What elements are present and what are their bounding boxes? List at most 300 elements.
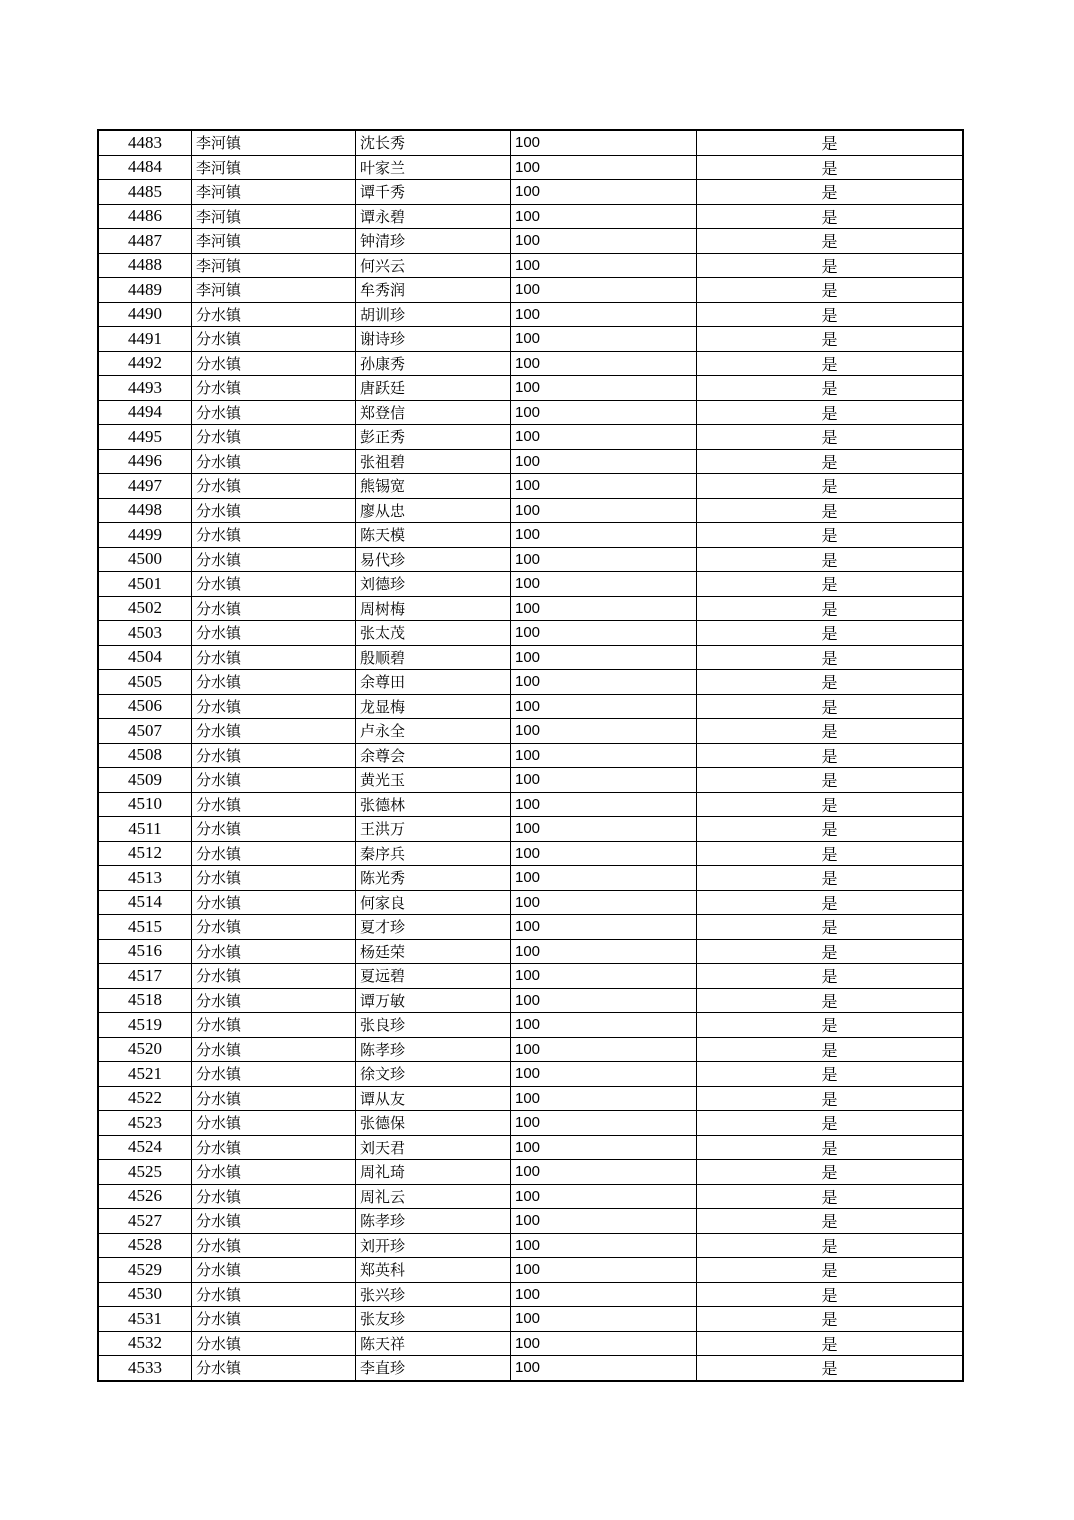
row-number-cell: 4497 — [98, 474, 192, 499]
row-number-cell: 4509 — [98, 768, 192, 793]
amount-cell: 100 — [511, 841, 697, 866]
flag-cell: 是 — [697, 719, 964, 744]
flag-cell: 是 — [697, 1258, 964, 1283]
flag-cell: 是 — [697, 327, 964, 352]
amount-cell: 100 — [511, 180, 697, 205]
town-cell: 李河镇 — [192, 155, 356, 180]
name-cell: 徐文珍 — [356, 1062, 511, 1087]
row-number-cell: 4498 — [98, 498, 192, 523]
town-cell: 分水镇 — [192, 1233, 356, 1258]
row-number-cell: 4525 — [98, 1160, 192, 1185]
amount-cell: 100 — [511, 1258, 697, 1283]
town-cell: 分水镇 — [192, 376, 356, 401]
town-cell: 分水镇 — [192, 474, 356, 499]
name-cell: 刘天君 — [356, 1135, 511, 1160]
flag-cell: 是 — [697, 474, 964, 499]
amount-cell: 100 — [511, 400, 697, 425]
row-number-cell: 4516 — [98, 939, 192, 964]
amount-cell: 100 — [511, 1184, 697, 1209]
amount-cell: 100 — [511, 596, 697, 621]
name-cell: 牟秀润 — [356, 278, 511, 303]
row-number-cell: 4489 — [98, 278, 192, 303]
town-cell: 分水镇 — [192, 351, 356, 376]
amount-cell: 100 — [511, 229, 697, 254]
town-cell: 分水镇 — [192, 890, 356, 915]
town-cell: 分水镇 — [192, 988, 356, 1013]
table-row — [98, 1111, 963, 1136]
table-row — [98, 988, 963, 1013]
flag-cell: 是 — [697, 596, 964, 621]
table-row — [98, 645, 963, 670]
flag-cell: 是 — [697, 449, 964, 474]
table-row — [98, 1282, 963, 1307]
town-cell: 分水镇 — [192, 817, 356, 842]
town-cell: 分水镇 — [192, 964, 356, 989]
flag-cell: 是 — [697, 1160, 964, 1185]
amount-cell: 100 — [511, 351, 697, 376]
town-cell: 分水镇 — [192, 1013, 356, 1038]
row-number-cell: 4487 — [98, 229, 192, 254]
table-row — [98, 621, 963, 646]
row-number-cell: 4486 — [98, 204, 192, 229]
amount-cell: 100 — [511, 694, 697, 719]
flag-cell: 是 — [697, 988, 964, 1013]
flag-cell: 是 — [697, 498, 964, 523]
town-cell: 分水镇 — [192, 743, 356, 768]
table-row — [98, 425, 963, 450]
row-number-cell: 4522 — [98, 1086, 192, 1111]
table-row — [98, 768, 963, 793]
row-number-cell: 4504 — [98, 645, 192, 670]
row-number-cell: 4527 — [98, 1209, 192, 1234]
town-cell: 李河镇 — [192, 229, 356, 254]
flag-cell: 是 — [697, 1307, 964, 1332]
flag-cell: 是 — [697, 1282, 964, 1307]
town-cell: 分水镇 — [192, 841, 356, 866]
table-row — [98, 1258, 963, 1283]
flag-cell: 是 — [697, 180, 964, 205]
table-row — [98, 964, 963, 989]
table-row — [98, 1135, 963, 1160]
flag-cell: 是 — [697, 1062, 964, 1087]
row-number-cell: 4526 — [98, 1184, 192, 1209]
table-row — [98, 278, 963, 303]
amount-cell: 100 — [511, 792, 697, 817]
amount-cell: 100 — [511, 253, 697, 278]
table-row — [98, 866, 963, 891]
row-number-cell: 4523 — [98, 1111, 192, 1136]
town-cell: 分水镇 — [192, 400, 356, 425]
table-row — [98, 449, 963, 474]
name-cell: 陈孝珍 — [356, 1037, 511, 1062]
name-cell: 何兴云 — [356, 253, 511, 278]
table-row — [98, 1209, 963, 1234]
table-row — [98, 1331, 963, 1356]
name-cell: 周树梅 — [356, 596, 511, 621]
flag-cell: 是 — [697, 694, 964, 719]
town-cell: 分水镇 — [192, 302, 356, 327]
table-row — [98, 915, 963, 940]
name-cell: 熊锡宽 — [356, 474, 511, 499]
amount-cell: 100 — [511, 155, 697, 180]
flag-cell: 是 — [697, 841, 964, 866]
row-number-cell: 4529 — [98, 1258, 192, 1283]
table-row — [98, 743, 963, 768]
amount-cell: 100 — [511, 302, 697, 327]
table-row — [98, 253, 963, 278]
town-cell: 分水镇 — [192, 645, 356, 670]
table-row — [98, 1307, 963, 1332]
name-cell: 夏远碧 — [356, 964, 511, 989]
table-row — [98, 155, 963, 180]
flag-cell: 是 — [697, 866, 964, 891]
name-cell: 张良珍 — [356, 1013, 511, 1038]
name-cell: 李直珍 — [356, 1356, 511, 1381]
flag-cell: 是 — [697, 1135, 964, 1160]
amount-cell: 100 — [511, 523, 697, 548]
town-cell: 分水镇 — [192, 719, 356, 744]
table-row — [98, 841, 963, 866]
table-row — [98, 474, 963, 499]
name-cell: 廖从忠 — [356, 498, 511, 523]
flag-cell: 是 — [697, 743, 964, 768]
name-cell: 谭千秀 — [356, 180, 511, 205]
amount-cell: 100 — [511, 743, 697, 768]
row-number-cell: 4530 — [98, 1282, 192, 1307]
amount-cell: 100 — [511, 425, 697, 450]
amount-cell: 100 — [511, 1233, 697, 1258]
flag-cell: 是 — [697, 915, 964, 940]
flag-cell: 是 — [697, 939, 964, 964]
amount-cell: 100 — [511, 1037, 697, 1062]
amount-cell: 100 — [511, 1209, 697, 1234]
row-number-cell: 4533 — [98, 1356, 192, 1381]
row-number-cell: 4517 — [98, 964, 192, 989]
table-row — [98, 547, 963, 572]
row-number-cell: 4531 — [98, 1307, 192, 1332]
table-row — [98, 694, 963, 719]
town-cell: 分水镇 — [192, 1160, 356, 1185]
row-number-cell: 4508 — [98, 743, 192, 768]
name-cell: 黄光玉 — [356, 768, 511, 793]
table-body — [98, 130, 963, 1381]
name-cell: 余尊会 — [356, 743, 511, 768]
flag-cell: 是 — [697, 376, 964, 401]
town-cell: 分水镇 — [192, 1209, 356, 1234]
town-cell: 分水镇 — [192, 768, 356, 793]
town-cell: 李河镇 — [192, 253, 356, 278]
amount-cell: 100 — [511, 621, 697, 646]
town-cell: 分水镇 — [192, 1258, 356, 1283]
town-cell: 分水镇 — [192, 866, 356, 891]
town-cell: 分水镇 — [192, 1184, 356, 1209]
row-number-cell: 4491 — [98, 327, 192, 352]
town-cell: 分水镇 — [192, 1062, 356, 1087]
amount-cell: 100 — [511, 645, 697, 670]
table-row — [98, 204, 963, 229]
name-cell: 王洪万 — [356, 817, 511, 842]
name-cell: 陈天模 — [356, 523, 511, 548]
flag-cell: 是 — [697, 792, 964, 817]
flag-cell: 是 — [697, 621, 964, 646]
flag-cell: 是 — [697, 645, 964, 670]
row-number-cell: 4495 — [98, 425, 192, 450]
row-number-cell: 4488 — [98, 253, 192, 278]
row-number-cell: 4506 — [98, 694, 192, 719]
flag-cell: 是 — [697, 964, 964, 989]
row-number-cell: 4518 — [98, 988, 192, 1013]
flag-cell: 是 — [697, 1356, 964, 1381]
name-cell: 谭万敏 — [356, 988, 511, 1013]
row-number-cell: 4507 — [98, 719, 192, 744]
row-number-cell: 4492 — [98, 351, 192, 376]
amount-cell: 100 — [511, 474, 697, 499]
name-cell: 刘德珍 — [356, 572, 511, 597]
table-row — [98, 670, 963, 695]
amount-cell: 100 — [511, 278, 697, 303]
table-row — [98, 523, 963, 548]
town-cell: 分水镇 — [192, 792, 356, 817]
name-cell: 卢永全 — [356, 719, 511, 744]
flag-cell: 是 — [697, 278, 964, 303]
table-row — [98, 1037, 963, 1062]
amount-cell: 100 — [511, 915, 697, 940]
name-cell: 张祖碧 — [356, 449, 511, 474]
name-cell: 沈长秀 — [356, 130, 511, 155]
table-row — [98, 939, 963, 964]
row-number-cell: 4493 — [98, 376, 192, 401]
table-row — [98, 1013, 963, 1038]
name-cell: 余尊田 — [356, 670, 511, 695]
town-cell: 分水镇 — [192, 523, 356, 548]
name-cell: 谭从友 — [356, 1086, 511, 1111]
amount-cell: 100 — [511, 327, 697, 352]
town-cell: 分水镇 — [192, 1086, 356, 1111]
table-row — [98, 1356, 963, 1381]
town-cell: 分水镇 — [192, 621, 356, 646]
name-cell: 谢诗珍 — [356, 327, 511, 352]
flag-cell: 是 — [697, 1086, 964, 1111]
table-row — [98, 817, 963, 842]
name-cell: 张德林 — [356, 792, 511, 817]
name-cell: 郑英科 — [356, 1258, 511, 1283]
town-cell: 分水镇 — [192, 1307, 356, 1332]
name-cell: 夏才珍 — [356, 915, 511, 940]
flag-cell: 是 — [697, 1209, 964, 1234]
amount-cell: 100 — [511, 498, 697, 523]
row-number-cell: 4485 — [98, 180, 192, 205]
row-number-cell: 4484 — [98, 155, 192, 180]
name-cell: 陈光秀 — [356, 866, 511, 891]
row-number-cell: 4520 — [98, 1037, 192, 1062]
amount-cell: 100 — [511, 866, 697, 891]
table-row — [98, 229, 963, 254]
amount-cell: 100 — [511, 1307, 697, 1332]
row-number-cell: 4532 — [98, 1331, 192, 1356]
amount-cell: 100 — [511, 964, 697, 989]
data-table — [97, 129, 964, 1382]
town-cell: 分水镇 — [192, 596, 356, 621]
row-number-cell: 4502 — [98, 596, 192, 621]
town-cell: 李河镇 — [192, 278, 356, 303]
flag-cell: 是 — [697, 351, 964, 376]
town-cell: 分水镇 — [192, 425, 356, 450]
table-row — [98, 792, 963, 817]
row-number-cell: 4494 — [98, 400, 192, 425]
name-cell: 胡训珍 — [356, 302, 511, 327]
table-row — [98, 180, 963, 205]
row-number-cell: 4501 — [98, 572, 192, 597]
town-cell: 分水镇 — [192, 915, 356, 940]
town-cell: 分水镇 — [192, 670, 356, 695]
table-row — [98, 572, 963, 597]
name-cell: 张太茂 — [356, 621, 511, 646]
name-cell: 张友珍 — [356, 1307, 511, 1332]
town-cell: 分水镇 — [192, 449, 356, 474]
name-cell: 张兴珍 — [356, 1282, 511, 1307]
row-number-cell: 4524 — [98, 1135, 192, 1160]
amount-cell: 100 — [511, 670, 697, 695]
town-cell: 分水镇 — [192, 1135, 356, 1160]
amount-cell: 100 — [511, 376, 697, 401]
row-number-cell: 4521 — [98, 1062, 192, 1087]
town-cell: 分水镇 — [192, 1331, 356, 1356]
flag-cell: 是 — [697, 155, 964, 180]
row-number-cell: 4515 — [98, 915, 192, 940]
row-number-cell: 4499 — [98, 523, 192, 548]
name-cell: 郑登信 — [356, 400, 511, 425]
row-number-cell: 4505 — [98, 670, 192, 695]
amount-cell: 100 — [511, 130, 697, 155]
row-number-cell: 4496 — [98, 449, 192, 474]
flag-cell: 是 — [697, 1331, 964, 1356]
town-cell: 分水镇 — [192, 1282, 356, 1307]
flag-cell: 是 — [697, 523, 964, 548]
amount-cell: 100 — [511, 204, 697, 229]
amount-cell: 100 — [511, 1160, 697, 1185]
flag-cell: 是 — [697, 1037, 964, 1062]
amount-cell: 100 — [511, 1013, 697, 1038]
table-row — [98, 376, 963, 401]
name-cell: 谭永碧 — [356, 204, 511, 229]
flag-cell: 是 — [697, 890, 964, 915]
town-cell: 分水镇 — [192, 572, 356, 597]
row-number-cell: 4528 — [98, 1233, 192, 1258]
amount-cell: 100 — [511, 939, 697, 964]
town-cell: 分水镇 — [192, 1037, 356, 1062]
town-cell: 分水镇 — [192, 327, 356, 352]
flag-cell: 是 — [697, 130, 964, 155]
name-cell: 叶家兰 — [356, 155, 511, 180]
row-number-cell: 4511 — [98, 817, 192, 842]
amount-cell: 100 — [511, 547, 697, 572]
table-row — [98, 719, 963, 744]
amount-cell: 100 — [511, 1282, 697, 1307]
table-row — [98, 130, 963, 155]
table-row — [98, 1086, 963, 1111]
flag-cell: 是 — [697, 425, 964, 450]
amount-cell: 100 — [511, 719, 697, 744]
flag-cell: 是 — [697, 400, 964, 425]
name-cell: 龙显梅 — [356, 694, 511, 719]
town-cell: 分水镇 — [192, 694, 356, 719]
amount-cell: 100 — [511, 1356, 697, 1381]
amount-cell: 100 — [511, 1331, 697, 1356]
table-row — [98, 890, 963, 915]
table-row — [98, 351, 963, 376]
flag-cell: 是 — [697, 1013, 964, 1038]
flag-cell: 是 — [697, 768, 964, 793]
flag-cell: 是 — [697, 229, 964, 254]
town-cell: 分水镇 — [192, 547, 356, 572]
flag-cell: 是 — [697, 572, 964, 597]
name-cell: 易代珍 — [356, 547, 511, 572]
flag-cell: 是 — [697, 1184, 964, 1209]
flag-cell: 是 — [697, 547, 964, 572]
town-cell: 李河镇 — [192, 180, 356, 205]
amount-cell: 100 — [511, 572, 697, 597]
name-cell: 殷顺碧 — [356, 645, 511, 670]
town-cell: 李河镇 — [192, 204, 356, 229]
amount-cell: 100 — [511, 890, 697, 915]
name-cell: 秦序兵 — [356, 841, 511, 866]
row-number-cell: 4510 — [98, 792, 192, 817]
row-number-cell: 4483 — [98, 130, 192, 155]
name-cell: 杨廷荣 — [356, 939, 511, 964]
flag-cell: 是 — [697, 204, 964, 229]
flag-cell: 是 — [697, 1111, 964, 1136]
table-row — [98, 400, 963, 425]
amount-cell: 100 — [511, 1135, 697, 1160]
name-cell: 孙康秀 — [356, 351, 511, 376]
name-cell: 刘开珍 — [356, 1233, 511, 1258]
flag-cell: 是 — [697, 817, 964, 842]
name-cell: 周礼琦 — [356, 1160, 511, 1185]
row-number-cell: 4512 — [98, 841, 192, 866]
row-number-cell: 4513 — [98, 866, 192, 891]
amount-cell: 100 — [511, 988, 697, 1013]
row-number-cell: 4500 — [98, 547, 192, 572]
town-cell: 分水镇 — [192, 1111, 356, 1136]
amount-cell: 100 — [511, 1086, 697, 1111]
flag-cell: 是 — [697, 302, 964, 327]
amount-cell: 100 — [511, 817, 697, 842]
amount-cell: 100 — [511, 449, 697, 474]
town-cell: 李河镇 — [192, 130, 356, 155]
town-cell: 分水镇 — [192, 498, 356, 523]
name-cell: 周礼云 — [356, 1184, 511, 1209]
flag-cell: 是 — [697, 1233, 964, 1258]
row-number-cell: 4519 — [98, 1013, 192, 1038]
table-row — [98, 1160, 963, 1185]
table-row — [98, 1184, 963, 1209]
amount-cell: 100 — [511, 1111, 697, 1136]
name-cell: 何家良 — [356, 890, 511, 915]
amount-cell: 100 — [511, 1062, 697, 1087]
row-number-cell: 4490 — [98, 302, 192, 327]
table-row — [98, 596, 963, 621]
table-row — [98, 1233, 963, 1258]
flag-cell: 是 — [697, 670, 964, 695]
table-row — [98, 1062, 963, 1087]
table-row — [98, 302, 963, 327]
name-cell: 陈天祥 — [356, 1331, 511, 1356]
amount-cell: 100 — [511, 768, 697, 793]
name-cell: 张德保 — [356, 1111, 511, 1136]
town-cell: 分水镇 — [192, 1356, 356, 1381]
name-cell: 钟清珍 — [356, 229, 511, 254]
name-cell: 唐跃廷 — [356, 376, 511, 401]
